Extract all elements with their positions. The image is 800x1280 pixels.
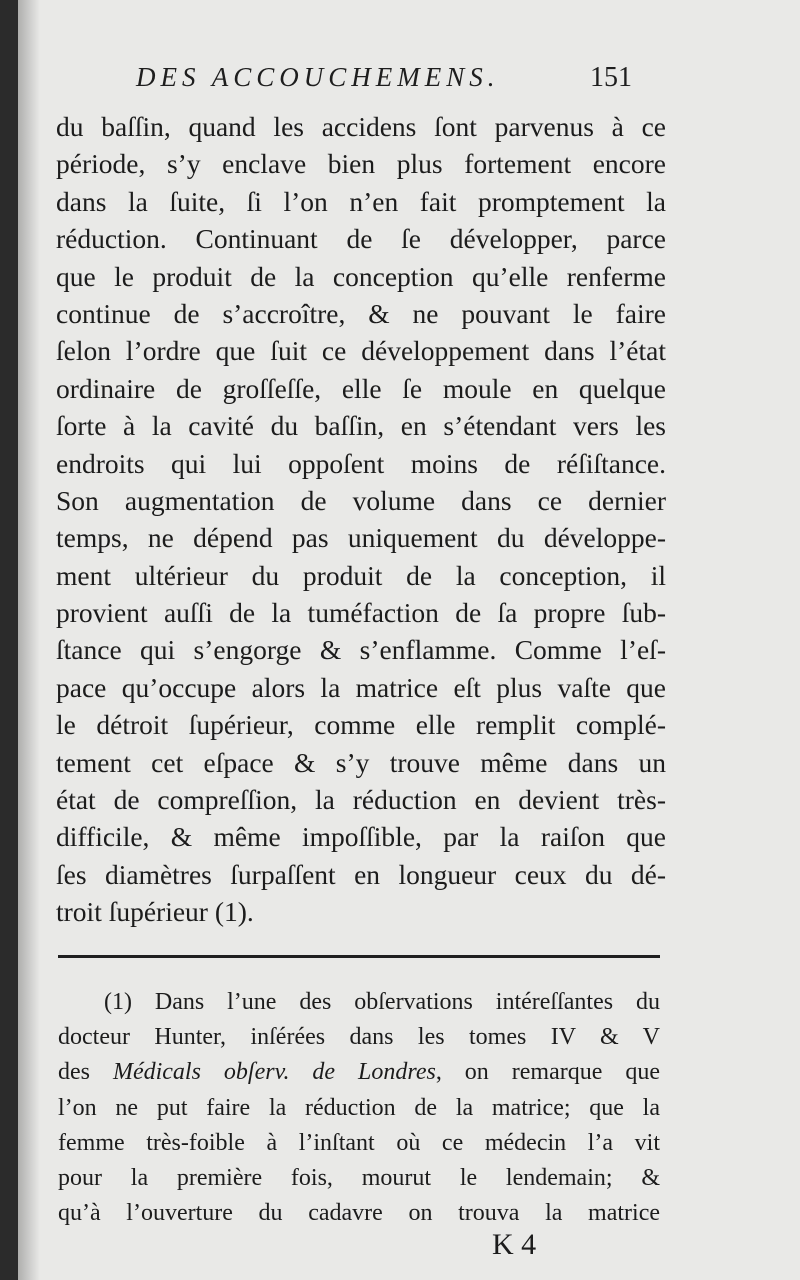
footnote-line: pour la première fois, mourut le lendemain; & — [58, 1164, 660, 1191]
main-text — [56, 108, 666, 931]
text-line: tement cet eſpace & s’y trouve même dans un — [56, 746, 666, 778]
page-header — [18, 62, 800, 102]
text-line: réduction. Continuant de ſe développer, parce — [56, 223, 666, 255]
footnote-rule — [58, 955, 660, 958]
text-line: difficile, & même impoſſible, par la raiſon que — [56, 821, 666, 853]
footnote-line-with-title — [58, 1055, 660, 1090]
text-line: ment ultérieur du produit de la conception, il — [56, 559, 666, 591]
text-line: endroits qui lui oppoſent moins de réſiſtance. — [56, 447, 666, 479]
text-line: ſorte à la cavité du baſſin, en s’étendant vers les — [56, 410, 666, 442]
text-line: temps, ne dépend pas uniquement du développe- — [56, 522, 666, 554]
text-line: période, s’y enclave bien plus fortement encore — [56, 148, 666, 180]
text-line: le détroit ſupérieur, comme elle remplit complé- — [56, 709, 666, 741]
text-line: ordinaire de groſſeſſe, elle ſe moule en quelque — [56, 372, 666, 404]
text-line: du baſſin, quand les accidens ſont parvenus à ce — [56, 111, 666, 142]
text-line-last: troit ſupérieur (1). — [56, 896, 254, 928]
footnote-line: femme très-foible à l’inſtant où ce médecin l’a vit — [58, 1129, 660, 1156]
footnote-line: l’on ne put faire la réduction de la matrice; que la — [58, 1094, 660, 1121]
footnote-text: , on remarque que — [435, 1059, 660, 1086]
signature-mark: K 4 — [492, 1228, 537, 1261]
text-line: ſtance qui s’engorge & s’enflamme. Comme l’eſ- — [56, 634, 666, 666]
text-line: continue de s’accroître, & ne pouvant le faire — [56, 297, 666, 329]
footnote-line: (1) Dans l’une des obſervations intéreſſantes du — [104, 989, 660, 1015]
text-line: dans la ſuite, ſi l’on n’en fait promptement la — [56, 185, 666, 217]
page-number: 151 — [590, 62, 632, 93]
text-line: que le produit de la conception qu’elle renferme — [56, 260, 666, 292]
book-page — [18, 0, 800, 1280]
footnote — [58, 985, 660, 1231]
text-line: Son augmentation de volume dans ce dernier — [56, 484, 666, 516]
text-line: pace qu’occupe alors la matrice eſt plus vaſte que — [56, 671, 666, 703]
footnote-text: des — [58, 1059, 90, 1086]
text-line: ſes diamètres ſurpaſſent en longueur ceux du dé- — [56, 858, 666, 890]
cited-work-title: Médicals obſerv. de Londres — [112, 1059, 436, 1086]
running-title: DES ACCOUCHEMENS. — [136, 62, 500, 92]
footnote-line: docteur Hunter, inſérées dans les tomes IV & V — [58, 1024, 660, 1051]
text-line: état de compreſſion, la réduction en devient très- — [56, 784, 666, 816]
text-line: ſelon l’ordre que ſuit ce développement dans l’état — [56, 335, 666, 367]
text-line: provient auſſi de la tuméfaction de ſa propre ſub- — [56, 597, 666, 629]
footnote-line: qu’à l’ouverture du cadavre on trouva la matrice — [58, 1200, 660, 1227]
